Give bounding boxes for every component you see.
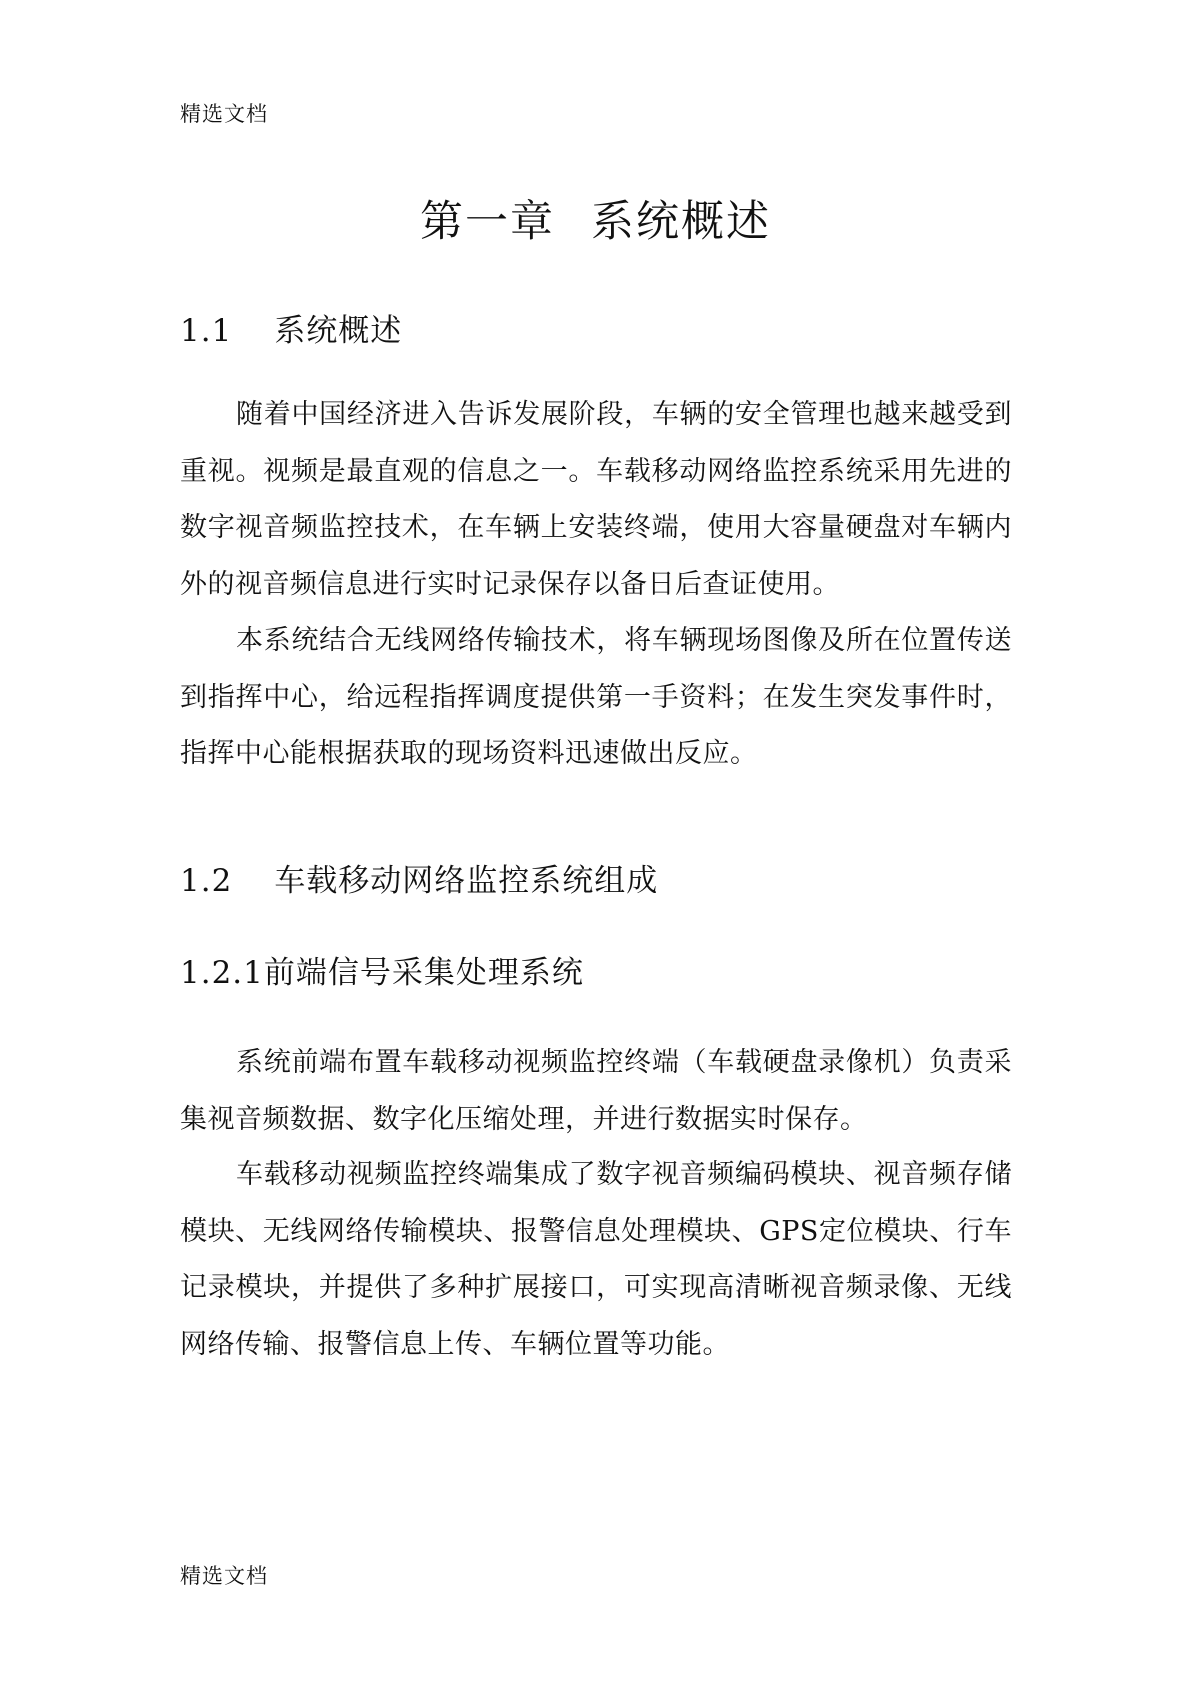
chapter-title bbox=[0, 188, 1191, 249]
paragraph-front-end: 系统前端布置车载移动视频监控终端（车载硬盘录像机）负责采集视音频数据、数字化压缩处理，并进行数据实时保存。 bbox=[180, 1047, 1012, 1135]
section-heading-1-1 bbox=[180, 305, 402, 350]
section-heading-1-2 bbox=[180, 855, 658, 900]
section-title: 车载移动网络监控系统组成 bbox=[274, 863, 659, 899]
paragraph-terminal-modules: 车载移动视频监控终端集成了数字视音频编码模块、视音频存储模块、无线网络传输模块、报警信息处理模块、GPS定位模块、行车记录模块，并提供了多种扩展接口，可实现高清晰视音频录像、无线网络传输、报警信息上传、车辆位置等功能。 bbox=[180, 1159, 1012, 1360]
chapter-number: 第一章 bbox=[420, 197, 555, 247]
section-number: 1.2 bbox=[180, 863, 233, 899]
page-footer: 精选文档 bbox=[180, 1564, 268, 1588]
section-number: 1.2.1 bbox=[180, 955, 264, 991]
section-number: 1.1 bbox=[180, 313, 233, 349]
chapter-name: 系统概述 bbox=[591, 197, 771, 247]
section-heading-1-2-1 bbox=[180, 947, 584, 992]
page-header: 精选文档 bbox=[180, 102, 268, 126]
section-title: 前端信号采集处理系统 bbox=[263, 955, 584, 991]
section-title: 系统概述 bbox=[274, 313, 403, 349]
paragraph-overview: 随着中国经济进入告诉发展阶段，车辆的安全管理也越来越受到重视。视频是最直观的信息之一。车载移动网络监控系统采用先进的数字视音频监控技术，在车辆上安装终端，使用大容量硬盘对车辆内外的视音频信息进行实时记录保存以备日后查证使用。 bbox=[180, 399, 1012, 600]
paragraph-wireless: 本系统结合无线网络传输技术，将车辆现场图像及所在位置传送到指挥中心，给远程指挥调度提供第一手资料；在发生突发事件时，指挥中心能根据获取的现场资料迅速做出反应。 bbox=[180, 625, 1012, 769]
